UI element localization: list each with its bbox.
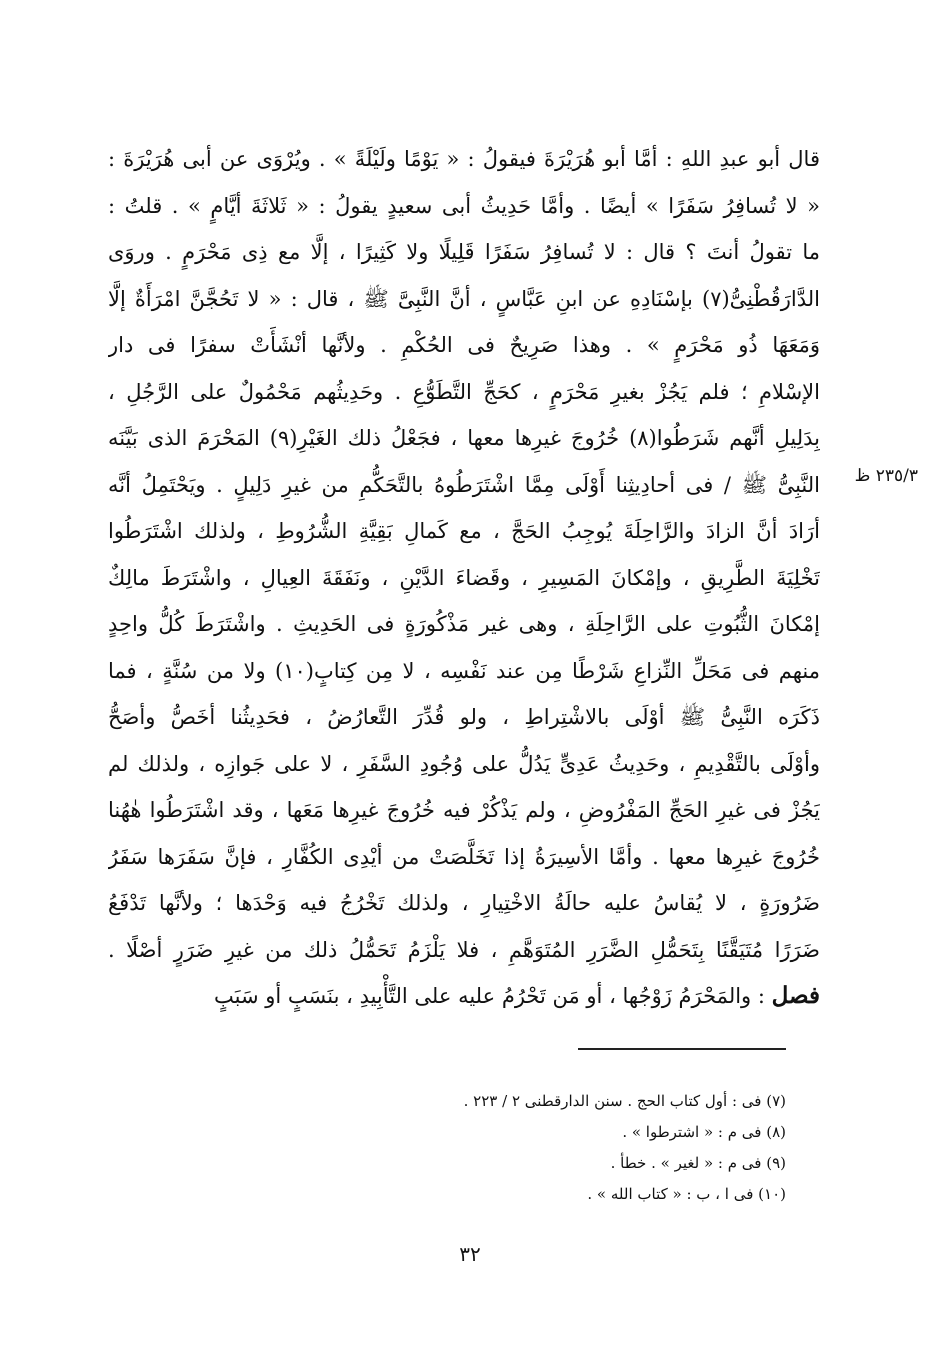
text-line: خُرُوجَ غيرِها معها . وأمَّا الأسِيرَةُ إذا تَخَلَّصَتْ من أيْدِى الكُفَّارِ ، فإنَّ سَفَرَها سَفَرُ (108, 844, 820, 869)
section-heading-fasl: فصل (771, 982, 820, 1009)
text-line: تَخْلِيَةَ الطَّرِيقِ ، وإمْكانَ المَسِيرِ ، وقَضاءَ الدَّيْنِ ، ونَفَقَةَ العِيالِ ، واشْتَرَطَ مالِكٌ (108, 565, 820, 590)
text-line: قال أبو عبدِ اللهِ : أمَّا أبو هُرَيْرَةَ فيقولُ : « يَوْمًا ولَيْلَةً » . ويُرْوَى عن أبى هُرَيْرَةَ : (108, 147, 820, 171)
text-line: بِدَلِيلِ أنَّهم شَرَطُوا(٨) خُرُوجَ غيرِها معها ، فجَعْلُ ذلك الغَيْرِ(٩) المَحْرَمَ الذى بَيَّنَه (108, 426, 820, 450)
text-line: « لا تُسافِرُ سَفَرًا » أيضًا . وأمَّا حَدِيثُ أبى سعيدٍ يقولُ : « ثَلاثَةَ أيَّامٍ » . قلتُ : (108, 193, 820, 218)
margin-page-reference: ٢٣٥/٣ ظ (854, 466, 918, 486)
footnotes (300, 1086, 786, 1210)
fasl-text: : والمَحْرَمُ زَوْجُها ، أو مَن تَحْرُمُ عليه على التَّأْبِيدِ ، بنَسَبٍ أو سَبَبٍ (214, 984, 765, 1008)
text-line: وأوْلَى بالتَّقْدِيمِ ، وحَدِيثُ عَدِىٍّ يَدُلُّ على وُجُودِ السَّفَرِ ، لا على جَوازِه ، ولذلك لم (108, 751, 820, 776)
text-line: ضَرَرًا مُتَيَقَّنًا بِتَحَمُّلِ الضَّرَرِ المُتَوَهَّمِ ، فلا يَلْزَمُ تَحَمُّلُ ذلك من غيرِ ضَرَرٍ أصْلًا . (108, 937, 820, 962)
footnote: (٨) فى م : « اشترطوا » . (622, 1123, 786, 1141)
text-line: إمْكانَ الثُّبُوتِ على الرَّاحِلَةِ ، وهى غير مَذْكُورَةٍ فى الحَدِيثِ . واشْتَرَطَ كُلُّ واحِدٍ (108, 612, 820, 636)
footnote-divider (578, 1048, 786, 1050)
text-line: النَّبِىُّ ﷺ / فى أحادِيثِنا أَوْلَى مِمَّا اشْتَرَطُوهُ بالتَّحَكُّمِ من غيرِ دَلِيلٍ . ويَحْتَمِلُ أنَّه (108, 472, 820, 497)
text-line: منهم فى مَحَلِّ النِّزاعِ شَرْطًا مِن عند نَفْسِه ، لا مِن كِتابٍ(١٠) ولا من سُنَّةٍ ، فما (108, 658, 820, 683)
text-line: أرَادَ أنَّ الزادَ والرَّاحِلَةَ يُوجِبُ الحَجَّ ، مع كَمالِ بَقِيَّةِ الشُّرُوطِ ، ولذلك اشْتَرَطُوا (108, 519, 820, 543)
main-text (108, 136, 820, 1020)
text-line: ضَرُورَةٍ ، لا يُقاسُ عليه حالَةُ الاخْتِيارِ ، ولذلك تَخْرُجُ فيه وَحْدَها ؛ ولأنَّها تَدْفَعُ (108, 891, 820, 915)
text-line: وَمَعَهَا ذُو مَحْرَمٍ » . وهذا صَرِيحٌ فى الحُكْمِ . ولأنَّها أنْشَأَتْ سفرًا فى دار (108, 333, 820, 357)
fasl-line (108, 973, 820, 1020)
footnote: (١٠) فى ا ، ب : « كتاب الله » . (587, 1185, 786, 1203)
footnote: (٩) فى م : « لغير » . خطأ . (610, 1154, 786, 1172)
text-line: ما تقولُ أنتَ ؟ قال : لا تُسافِرُ سَفَرًا قَلِيلًا ولا كَثِيرًا ، إلَّا مع ذِى مَحْرَمٍ . وروَى (108, 240, 820, 264)
text-line: الإسْلامِ ؛ فلم يَجُزْ بغيرِ مَحْرَمٍ ، كحَجِّ التَّطَوُّعِ . وحَدِيثُهم مَحْمُولٌ على الرَّجُلِ ، (108, 379, 820, 404)
text-line: الدَّارَقُطْنِىُّ(٧) بإسْنَادِهِ عن ابنِ عَبَّاسٍ ، أنَّ النَّبِىَّ ﷺ ، قال : « لا تَحُجَّنَّ امْرَأَةٌ إلَّا (108, 286, 820, 311)
text-line: ذَكَرَه النَّبِىُّ ﷺ أوْلَى بالاشْتِراطِ ، ولو قُدِّرَ التَّعارُضُ ، فحَدِيثُنا أخَصُّ وأصَحُّ (108, 705, 820, 729)
page-number: ٣٢ (459, 1242, 481, 1266)
text-line: يَجُزْ فى غيرِ الحَجِّ المَفْرُوضِ ، ولم يَذْكُرْ فيه خُرُوجَ غيرِها مَعَها ، وقد اشْتَرَطُوا هٰهُنا (108, 798, 820, 822)
footnote: (٧) فى : أول كتاب الحج . سنن الدارقطنى ٢ / ٢٢٣ . (463, 1092, 786, 1110)
